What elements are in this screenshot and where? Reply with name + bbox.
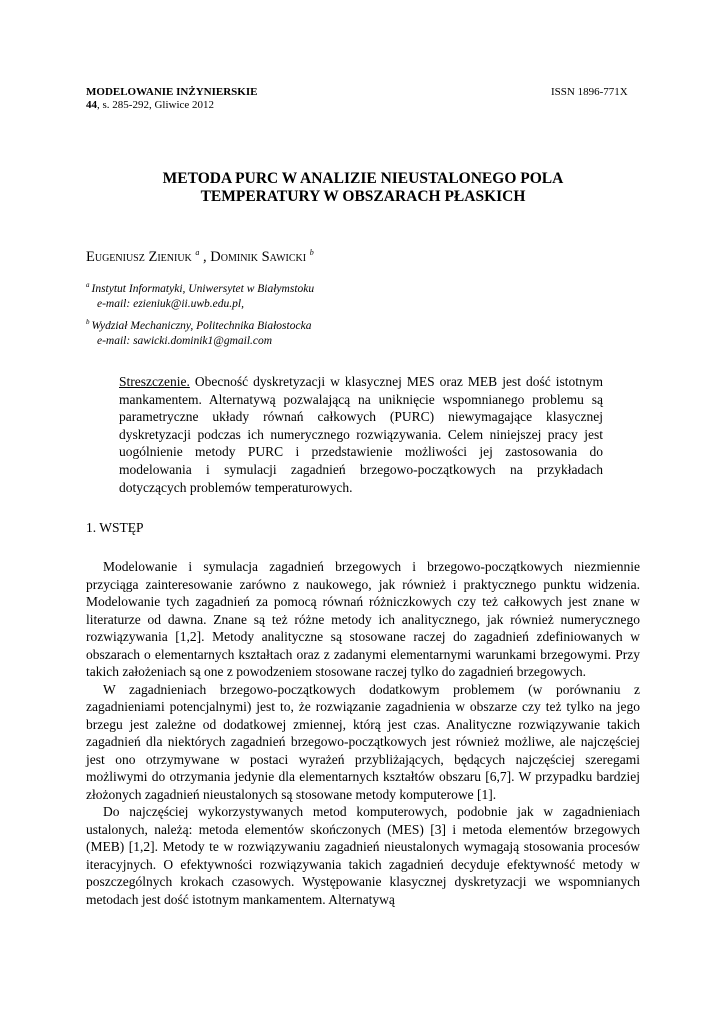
paragraph: Do najczęściej wykorzystywanych metod komputerowych, podobnie jak w zagadnieniach ustalonych, należą: metoda elementów skończonych (MES) [3] i metoda elementów brzegowych (MEB) [1,2]. Metody te w rozwiązywaniu zagadnień nieustalonych wymagają stosowania procesów iteracyjnych. O efektywności rozwiązywania takich zagadnień decyduje efektywność metody w poszczególnych krokach czasowych. Występowanie klasycznej dyskretyzacji we wspomnianych metodach jest dość istotnym mankamentem. Alternatywą (86, 804, 640, 907)
affiliation-line (86, 320, 311, 332)
journal-volume: 44 (86, 99, 97, 111)
paper-title (86, 170, 640, 206)
affiliation-email: e-mail: ezieniuk@ii.uwb.edu.pl, (97, 298, 244, 310)
affiliation (86, 315, 311, 349)
affiliation (86, 278, 314, 312)
section-heading: 1. WSTĘP (86, 520, 144, 535)
paragraph: W zagadnieniach brzegowo-początkowych dodatkowym problemem (w porównaniu z zagadnieniami potencjalnymi) jest to, że rozwiązanie zagadnienia w obszarze czy też tylko na jego brzegu jest zależne od dodatkowej zmiennej, którą jest czas. Analityczne rozwiązywanie takich zagadnień dla niektórych zagadnień brzegowo-początkowych jest również możliwe, ale najczęściej jest ono otrzymywane w postaci wyrażeń przybliżających, będących najczęściej szeregami możliwymi do otrzymania jedynie dla elementarnych kształtów obszaru [6,7]. W przypadku bardziej złożonych zagadnień nieustalonych są stosowane metody komputerowe [1]. (86, 681, 640, 802)
abstract-label: Streszczenie. (119, 374, 190, 389)
body-text (86, 558, 640, 908)
author-affiliation-mark: b (309, 248, 314, 257)
affiliation-mark: a (86, 281, 90, 289)
journal-pages: , s. 285-292, Gliwice 2012 (97, 99, 215, 111)
journal-name: MODELOWANIE INŻYNIERSKIE (86, 86, 258, 98)
author-name: Dominik Sawicki (210, 249, 307, 265)
affiliation-institution: Wydział Mechaniczny, Politechnika Białostocka (91, 320, 312, 332)
paragraph: Modelowanie i symulacja zagadnień brzegowych i brzegowo-początkowych niezmiennie przyciąga zainteresowanie zarówno z naukowego, jak również i praktycznego punktu widzenia. Modelowanie tych zagadnień za pomocą równań różniczkowych czy też całkowych jest znane w literaturze od dawna. Znane są też różne metody ich analitycznego, jak również numerycznego rozwiązywania [1,2]. Metody analityczne są stosowane raczej do zagadnień zdefiniowanych w obszarach o elementarnych kształtach oraz z zadanymi elementarnymi warunkami brzegowymi. Przy takich założeniach są one z powodzeniem stosowane raczej tylko do zagadnień brzegowych. (86, 559, 640, 679)
abstract-text: Obecność dyskretyzacji w klasycznej MES oraz MEB jest dość istotnym mankamentem. Alternatywą pozwalającą na uniknięcie wspomnianego problemu są parametryczne układy równań całkowych (PURC) niewymagające klasycznej dyskretyzacji podczas ich numerycznego rozwiązywania. Celem niniejszej pracy jest uogólnienie metody PURC i przedstawienie możliwości jej zastosowania do modelowania i symulacji zagadnień brzegowo-początkowych na przykładach dotyczących problemów temperaturowych. (119, 374, 603, 495)
affiliation-line (86, 283, 314, 295)
affiliation-institution: Instytut Informatyki, Uniwersytet w Białymstoku (91, 283, 315, 295)
paper-title-line-1: METODA PURC W ANALIZIE NIEUSTALONEGO POLA (162, 170, 564, 187)
abstract (119, 373, 603, 496)
author-list (86, 244, 314, 266)
paper-title-line-2: TEMPERATURY W OBSZARACH PŁASKICH (200, 188, 526, 205)
affiliation-mark: b (86, 318, 90, 326)
author-name: Eugeniusz Zieniuk (86, 249, 192, 265)
issn: ISSN 1896-771X (551, 86, 628, 98)
author-separator: , (199, 249, 211, 265)
author-affiliation-mark: a (195, 248, 200, 257)
journal-header (86, 86, 257, 112)
affiliation-email: e-mail: sawicki.dominik1@gmail.com (97, 335, 273, 347)
journal-citation (86, 99, 257, 112)
